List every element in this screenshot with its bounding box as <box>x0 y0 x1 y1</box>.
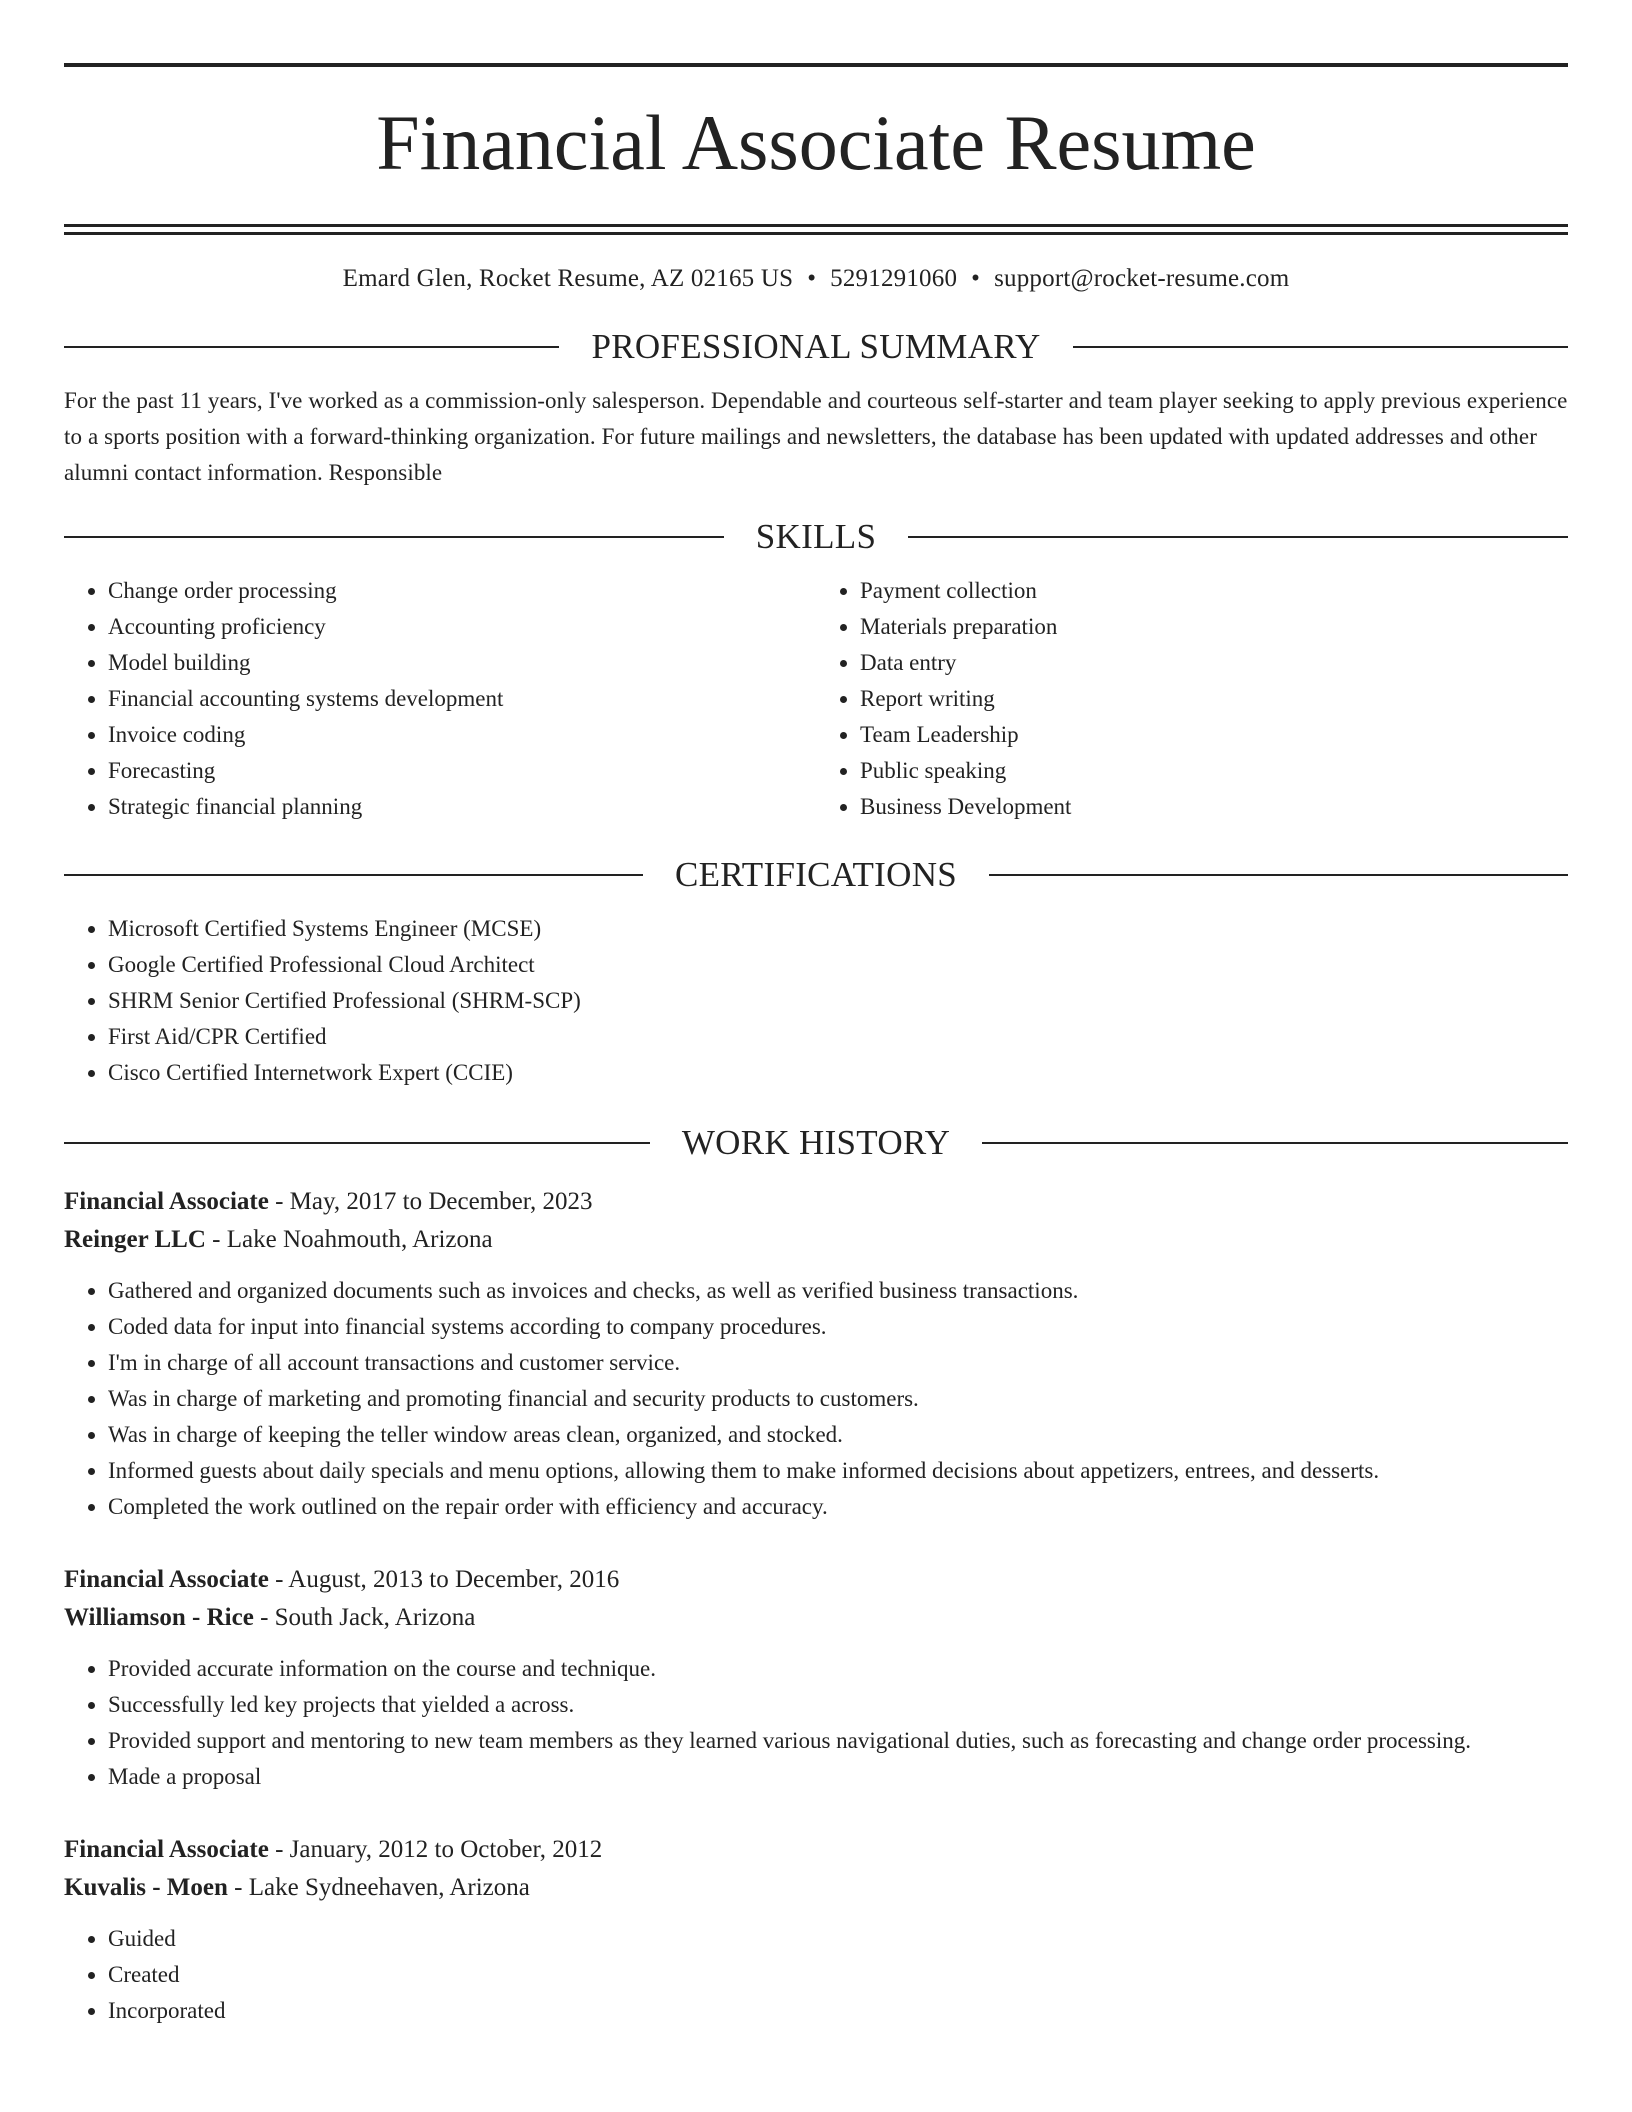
summary-text: For the past 11 years, I've worked as a commission-only salesperson. Dependable and courteous self-starter and team player seeking to apply previous experience to a sports position with a forward-thinking organization. For future mailings and newsletters, the database has been updated with updated addresses and other alumni contact information. Responsible <box>64 388 1568 485</box>
job-location: - South Jack, Arizona <box>253 1604 476 1631</box>
job-bullet: • Informed guests about daily specials and menu options, allowing them to make informed decisions about appetizers, entrees, and desserts. <box>108 1453 1568 1489</box>
job-location: - Lake Noahmouth, Arizona <box>205 1226 493 1253</box>
contact-separator: • <box>971 265 981 292</box>
contact-line <box>64 263 1568 295</box>
job-bullet: • Was in charge of marketing and promoting financial and security products to customers. <box>108 1381 1568 1417</box>
certification-item: • Microsoft Certified Systems Engineer (MCSE) <box>108 911 1568 947</box>
job-bullet: • Guided <box>108 1921 1568 1957</box>
skill-item: • Report writing <box>860 681 1568 717</box>
certification-item: • Google Certified Professional Cloud Architect <box>108 947 1568 983</box>
title-double-rule <box>64 224 1568 235</box>
job-bullet: • Incorporated <box>108 1993 1568 2029</box>
job-company-line <box>64 1599 1568 1637</box>
job-bullets <box>64 1651 1568 1795</box>
job-entry <box>64 1183 1568 1525</box>
job-dates: - May, 2017 to December, 2023 <box>268 1188 593 1215</box>
heading-rule <box>1073 346 1568 348</box>
heading-rule <box>64 536 724 538</box>
job-title-line <box>64 1831 1568 1869</box>
job-bullet: • Gathered and organized documents such as invoices and checks, as well as verified business transactions. <box>108 1273 1568 1309</box>
job-title: Financial Associate <box>64 1836 269 1863</box>
job-company: Reinger LLC <box>64 1226 206 1253</box>
skills-heading <box>64 517 1568 557</box>
top-rule <box>64 63 1568 67</box>
skill-item: • Model building <box>108 645 816 681</box>
job-bullet: • Completed the work outlined on the repair order with efficiency and accuracy. <box>108 1489 1568 1525</box>
job-dates: - August, 2013 to December, 2016 <box>268 1566 620 1593</box>
summary-heading-label: PROFESSIONAL SUMMARY <box>591 327 1041 366</box>
job-bullet: • I'm in charge of all account transactions and customer service. <box>108 1345 1568 1381</box>
job-bullet: • Provided support and mentoring to new team members as they learned various navigational duties, such as forecasting and change order processing. <box>108 1723 1568 1759</box>
job-bullet: • Created <box>108 1957 1568 1993</box>
heading-rule <box>989 874 1568 876</box>
skills-list <box>64 573 1568 825</box>
skill-item: • Financial accounting systems development <box>108 681 816 717</box>
contact-separator: • <box>807 265 817 292</box>
job-bullets <box>64 1273 1568 1525</box>
job-company: Williamson - Rice <box>64 1604 254 1631</box>
skills-column-right <box>816 573 1568 825</box>
job-bullet: • Made a proposal <box>108 1759 1568 1795</box>
work-history-heading-label: WORK HISTORY <box>681 1123 951 1162</box>
skill-item: • Accounting proficiency <box>108 609 816 645</box>
skill-item: • Invoice coding <box>108 717 816 753</box>
job-bullet: • Coded data for input into financial systems according to company procedures. <box>108 1309 1568 1345</box>
job-bullet: • Successfully led key projects that yielded a across. <box>108 1687 1568 1723</box>
certification-item: • SHRM Senior Certified Professional (SHRM-SCP) <box>108 983 1568 1019</box>
resume-page <box>64 0 1568 2029</box>
certification-item: • First Aid/CPR Certified <box>108 1019 1568 1055</box>
heading-rule <box>982 1142 1568 1144</box>
certifications-list <box>64 911 1568 1091</box>
job-title: Financial Associate <box>64 1566 269 1593</box>
work-history-heading <box>64 1123 1568 1163</box>
job-dates: - January, 2012 to October, 2012 <box>268 1836 603 1863</box>
job-title-line <box>64 1183 1568 1221</box>
skills-heading-label: SKILLS <box>755 517 877 556</box>
skill-item: • Change order processing <box>108 573 816 609</box>
page-title: Financial Associate Resume <box>376 99 1256 186</box>
skills-column-left <box>64 573 816 825</box>
job-bullet: • Provided accurate information on the course and technique. <box>108 1651 1568 1687</box>
job-bullet: • Was in charge of keeping the teller window areas clean, organized, and stocked. <box>108 1417 1568 1453</box>
job-title-line <box>64 1561 1568 1599</box>
summary-heading <box>64 327 1568 367</box>
skill-item: • Forecasting <box>108 753 816 789</box>
certification-item: • Cisco Certified Internetwork Expert (CCIE) <box>108 1055 1568 1091</box>
skill-item: • Data entry <box>860 645 1568 681</box>
skill-item: • Materials preparation <box>860 609 1568 645</box>
job-company: Kuvalis - Moen <box>64 1874 228 1901</box>
heading-rule <box>908 536 1568 538</box>
job-bullets <box>64 1921 1568 2029</box>
job-entry <box>64 1831 1568 2029</box>
certifications-heading <box>64 855 1568 895</box>
job-company-line <box>64 1221 1568 1259</box>
skill-item: • Team Leadership <box>860 717 1568 753</box>
job-title: Financial Associate <box>64 1188 269 1215</box>
contact-phone: 5291291060 <box>830 265 958 292</box>
heading-rule <box>64 874 643 876</box>
skill-item: • Business Development <box>860 789 1568 825</box>
certifications-heading-label: CERTIFICATIONS <box>674 855 958 894</box>
skill-item: • Strategic financial planning <box>108 789 816 825</box>
skill-item: • Public speaking <box>860 753 1568 789</box>
contact-email: support@rocket-resume.com <box>994 265 1290 292</box>
heading-rule <box>64 346 559 348</box>
contact-address: Emard Glen, Rocket Resume, AZ 02165 US <box>342 265 794 292</box>
job-location: - Lake Sydneehaven, Arizona <box>227 1874 530 1901</box>
job-company-line <box>64 1869 1568 1907</box>
job-entry <box>64 1561 1568 1795</box>
heading-rule <box>64 1142 650 1144</box>
skill-item: • Payment collection <box>860 573 1568 609</box>
